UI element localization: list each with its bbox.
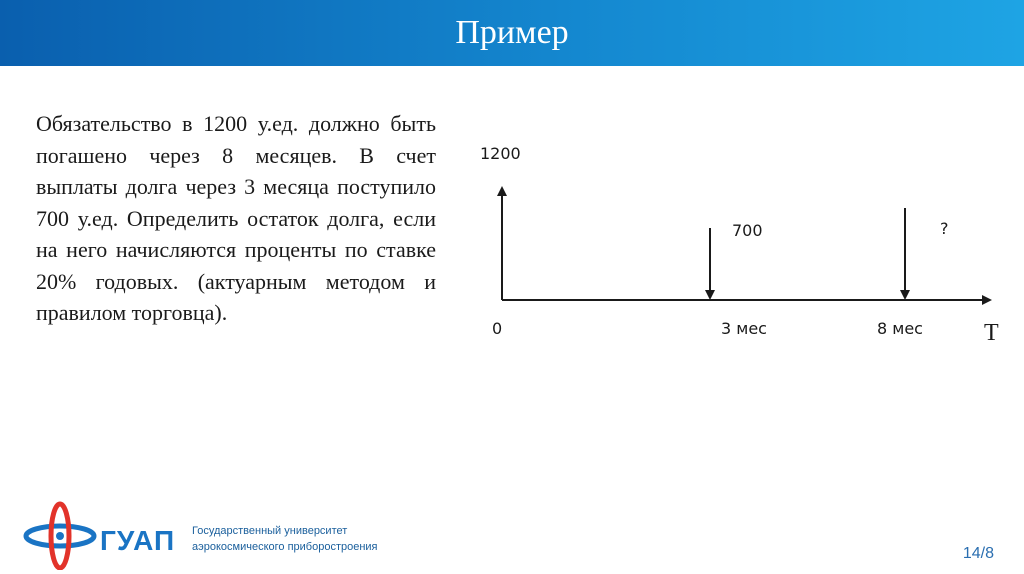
unknown-amount-label: ? [940,219,949,238]
tick-0-label: 0 [492,319,503,338]
axis-t-label: T [984,320,999,346]
timeline-diagram [470,130,1010,360]
tick-8-months-label: 8 мес [877,319,923,338]
page-number: 14/8 [962,545,994,562]
logo-subtitle-line2: аэрокосмического приборостроения [192,541,378,553]
logo-subtitle [192,523,378,555]
logo-name: ГУАП [100,525,176,556]
amount-700-label: 700 [732,221,763,240]
logo-subtitle-line1: Государственный университет [192,525,348,537]
slide-title: Пример [455,14,569,51]
amount-1200-label: 1200 [480,144,521,163]
tick-3-months-label: 3 мес [721,319,767,338]
header-bar [0,0,1024,66]
problem-text: Обязательство в 1200 у.ед. должно быть погашено через 8 месяцев. В счет выплаты долга через 3 месяца поступило 700 у.ед. Определить остаток долга, если на него начисляются проценты по ставке 20% годовых. (актуарным методом и правилом торговца). [36,111,436,325]
